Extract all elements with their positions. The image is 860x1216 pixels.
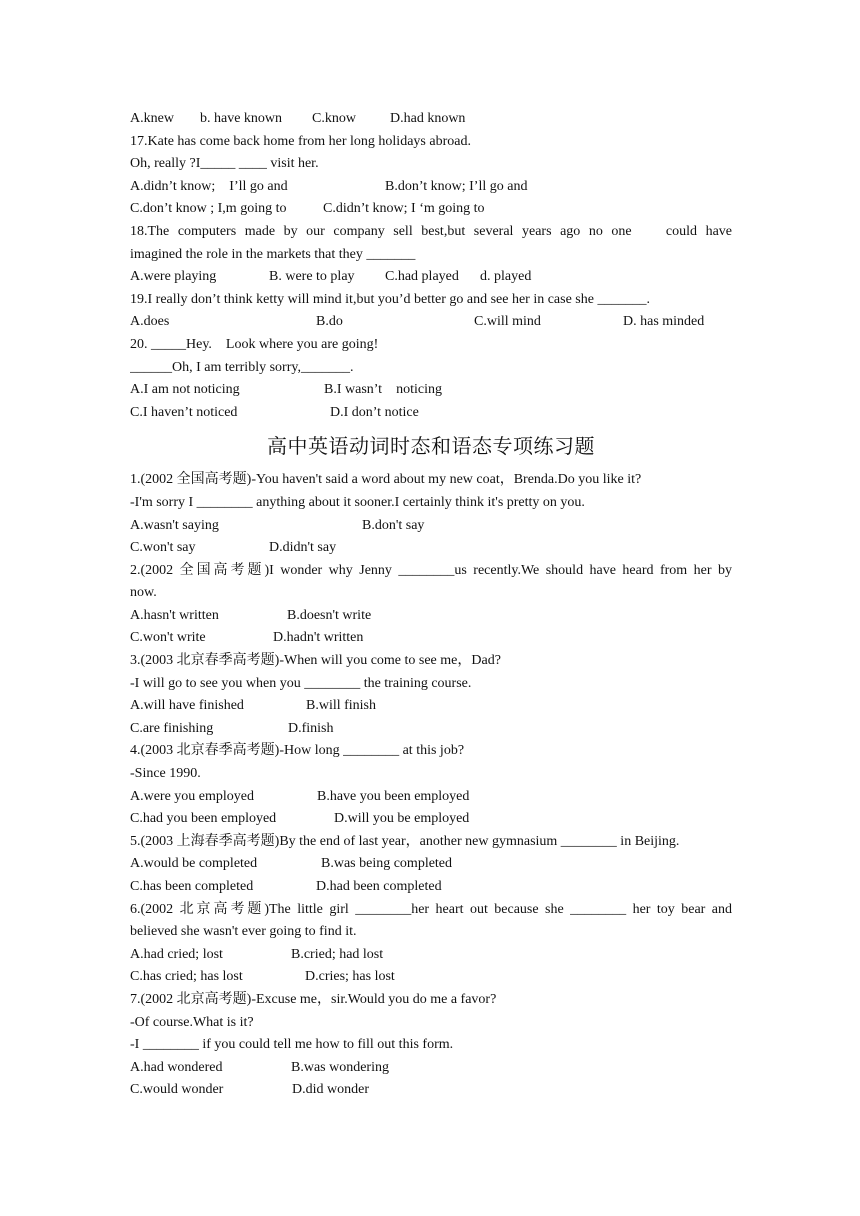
answer-options [130,108,732,131]
text-line: 6.(2002 北京高考题)The little girl ________her heart out because she ________ her toy bear and [130,901,732,917]
text-line: Oh, really ?I_____ ____ visit her. [130,156,319,172]
text-line: -I ________ if you could tell me how to fill out this form. [130,1037,454,1053]
answer-option: C.won't say [130,540,196,556]
answer-options [130,266,732,289]
text-line: 2.(2002 全国高考题)I wonder why Jenny ________us recently.We should have heard from her by [130,562,732,578]
text-line: -Since 1990. [130,766,201,782]
text-line: -I'm sorry I ________ anything about it sooner.I certainly think it's pretty on you. [130,494,585,510]
answer-option: B.have you been employed [317,788,470,804]
answer-option: C.are finishing [130,720,214,736]
text-line: believed she wasn't ever going to find it. [130,924,357,940]
answer-option: C.had played [385,269,459,285]
text-line: 19.I really don’t think ketty will mind it,but you’d better go and see her in case she _______. [130,291,650,307]
answer-option: B.was wondering [291,1059,389,1075]
answer-options [130,176,732,199]
text-line: -Of course.What is it? [130,1014,254,1030]
answer-option: C.will mind [474,314,541,330]
answer-option: C.didn’t know; I ‘m going to [323,201,485,217]
answer-option: D.had known [390,111,466,126]
answer-options [130,786,732,809]
answer-option: A.will have finished [130,698,244,714]
document-page [130,108,732,1102]
answer-option: C.I haven’t noticed [130,404,238,420]
answer-options [130,718,732,741]
answer-options [130,537,732,560]
answer-option: B.do [316,314,343,330]
answer-option: A.wasn't saying [130,517,219,533]
answer-options [130,515,732,538]
answer-option: B. were to play [269,269,355,285]
answer-option: C.won't write [130,630,206,646]
answer-option: A.I am not noticing [130,382,240,398]
answer-option: B.don’t know; I’ll go and [385,178,528,194]
answer-option: A.hasn't written [130,607,219,623]
answer-options [130,695,732,718]
answer-options [130,379,732,402]
text-line: imagined the role in the markets that they _______ [130,246,416,262]
text-line: 4.(2003 北京春季高考题)-How long ________ at this job? [130,743,465,759]
answer-option: C.has cried; has lost [130,969,243,985]
answer-option: D.I don’t notice [330,404,419,420]
answer-option: b. have known [200,111,283,126]
text-line: 17.Kate has come back home from her long holidays abroad. [130,133,471,149]
answer-option: D.did wonder [292,1082,369,1098]
answer-option: A.had wondered [130,1059,223,1075]
answer-option: C.has been completed [130,879,254,894]
text-line: 1.(2002 全国高考题)-You haven't said a word about my new coat，Brenda.Do you like it? [130,472,642,488]
answer-options [130,1079,732,1102]
answer-option: C.would wonder [130,1082,224,1098]
text-line: 18.The computers made by our company sell best,but several years ago no one could have [130,223,732,239]
text-line: 20. _____Hey. Look where you are going! [130,336,379,352]
answer-option: A.didn’t know; I’ll go and [130,178,288,194]
answer-option: B.don't say [362,517,425,533]
answer-options [130,198,732,221]
answer-option: D.hadn't written [273,630,364,646]
text-line: 5.(2003 上海春季高考题)By the end of last year，another new gymnasium ________ in Beijing. [130,833,680,849]
text-line: now. [130,585,157,601]
text-line: 3.(2003 北京春季高考题)-When will you come to see me，Dad? [130,653,501,669]
answer-option: C.don’t know ; I,m going to [130,201,287,217]
answer-options [130,876,732,899]
answer-options [130,808,732,831]
answer-option: A.were you employed [130,788,255,804]
text-line: ______Oh, I am terribly sorry,_______. [130,359,354,375]
answer-option: A.had cried; lost [130,946,223,962]
answer-option: C.had you been employed [130,811,277,827]
text-line: -I will go to see you when you ________ the training course. [130,675,472,691]
answer-option: D.cries; has lost [305,969,395,985]
answer-option: A.does [130,314,170,330]
answer-option: C.know [312,111,356,126]
answer-option: B.I wasn’t noticing [324,382,442,398]
answer-options [130,853,732,876]
answer-options [130,944,732,967]
answer-options [130,311,732,334]
answer-option: B.was being completed [321,856,453,872]
answer-option: A.were playing [130,269,217,285]
answer-option: D.didn't say [269,540,337,556]
text-line: 7.(2002 北京高考题)-Excuse me，sir.Would you do me a favor? [130,991,497,1007]
answer-options [130,627,732,650]
answer-options [130,605,732,628]
answer-option: d. played [480,269,532,285]
answer-options [130,402,732,425]
answer-option: B.will finish [306,698,377,714]
answer-options [130,966,732,989]
answer-option: D.finish [288,720,334,736]
answer-option: D. has minded [623,314,705,330]
answer-option: D.had been completed [316,879,442,894]
answer-option: B.doesn't write [287,607,372,623]
answer-options [130,1057,732,1080]
answer-option: D.will you be employed [334,811,470,827]
section-heading: 高中英语动词时态和语态专项练习题 [267,434,595,459]
answer-option: B.cried; had lost [291,946,384,962]
answer-option: A.knew [130,111,174,126]
answer-option: A.would be completed [130,856,258,872]
